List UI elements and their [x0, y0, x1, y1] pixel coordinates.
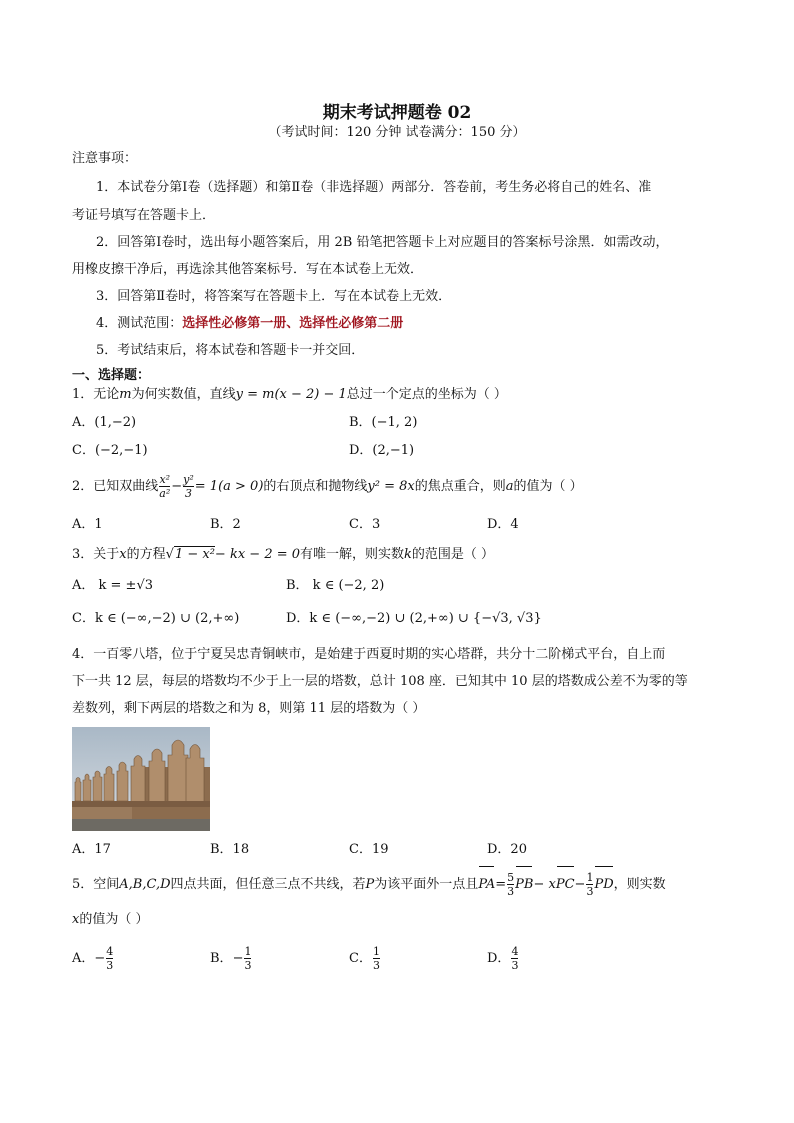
q5-minus-x: − x: [533, 877, 556, 892]
q5-vector-pa: PA: [478, 867, 495, 903]
q5-option-b-den: 3: [244, 958, 252, 972]
q3-sqrt-sign: √: [165, 547, 174, 562]
q5-text-b: 四点共面，但任意三点不共线，若: [170, 877, 366, 892]
q5-option-d-label: D．: [487, 951, 511, 966]
q3-text-d: 的范围是（ ）: [411, 547, 495, 562]
scope-value: 选择性必修第一册、选择性必修第二册: [182, 316, 404, 331]
q4-option-d: D．20: [487, 842, 527, 857]
q5-option-c-den: 3: [372, 958, 380, 972]
scope-label: 4．测试范围：: [96, 316, 183, 331]
q5-option-b: [210, 942, 252, 976]
q3-option-a: A． k = ±√3: [72, 578, 154, 593]
page-subtitle: （考试时间：120 分钟 试卷满分：150 分）: [268, 125, 526, 140]
q4-option-c: C．19: [349, 842, 389, 857]
question-4-line-3: 差数列，剩下两层的塔数之和为 8，则第 11 层的塔数为（ ）: [72, 701, 426, 716]
notice-item-4: [96, 314, 403, 334]
q1-text-b: 为何实数值，直线: [131, 387, 236, 402]
q1-text-c: 总过一个定点的坐标为（ ）: [346, 387, 507, 402]
q2-frac-x: [159, 474, 170, 500]
q2-text-b: 的右顶点和抛物线: [263, 479, 368, 494]
q3-option-c: C．k ∈ (−∞,−2) ∪ (2,+∞): [72, 611, 240, 626]
question-5-stem: [72, 867, 666, 903]
q3-var-k: k: [404, 547, 412, 562]
q1-option-c: C．(−2,−1): [72, 443, 148, 458]
q3-option-b: B． k ∈ (−2, 2): [286, 578, 385, 593]
q4-option-b: B．18: [210, 842, 250, 857]
q5-option-c: [349, 942, 381, 976]
q1-option-a: A．(1,−2): [72, 415, 137, 430]
q5-option-b-num: 1: [244, 944, 252, 958]
q3-option-d: D．k ∈ (−∞,−2) ∪ (2,+∞) ∪ {−√3, √3}: [286, 611, 542, 626]
q5-minus: −: [574, 877, 586, 892]
q5-option-b-label: B．: [210, 951, 233, 966]
q5-text-d: ，则实数: [613, 877, 666, 892]
q5-var-x: x: [72, 912, 80, 927]
q1-var-m: m: [119, 387, 132, 402]
q5-option-c-num: 1: [372, 944, 380, 958]
q5-points: A,B,C,D: [119, 877, 171, 892]
q5-option-d-num: 4: [511, 944, 519, 958]
notice-item-2a: 2．回答第Ⅰ卷时，选出每小题答案后，用 2B 铅笔把答题卡上对应题目的答案标号涂黑．如需改动，: [96, 235, 669, 250]
q2-frac-x-num: x²: [159, 472, 171, 486]
q2-frac-y: [183, 474, 194, 500]
section-heading: 一、选择题：: [72, 368, 151, 383]
page-title: 期末考试押题卷 02: [322, 103, 472, 123]
q5-option-b-sign: −: [232, 951, 244, 966]
q2-condition: = 1(a > 0): [194, 479, 264, 494]
q2-parabola: y² = 8x: [367, 479, 415, 494]
notice-item-5: 5．考试结束后，将本试卷和答题卡一并交回．: [96, 343, 365, 358]
q5-option-a-den: 3: [106, 958, 114, 972]
q5-option-a-label: A．: [72, 951, 95, 966]
q5-vector-pb: PB: [515, 867, 533, 903]
q4-option-a: A．17: [72, 842, 111, 857]
question-4-line-2: 下一共 12 层，每层的塔数均不少于上一层的塔数，总计 108 座．已知其中 10 层的塔数成公差不为零的等: [72, 674, 688, 689]
q3-equation-rest: − kx − 2 = 0: [214, 547, 301, 562]
q5-text-e: 的值为（ ）: [79, 912, 149, 927]
q5-option-d-den: 3: [511, 958, 519, 972]
q2-option-a: A．1: [72, 517, 103, 532]
notice-item-2b: 用橡皮擦干净后，再选涂其他答案标号．写在本试卷上无效．: [72, 262, 424, 277]
q3-text-b: 的方程: [126, 547, 166, 562]
q5-option-b-frac: [244, 946, 251, 972]
q1-formula: y = m(x − 2) − 1: [235, 387, 347, 402]
q5-option-a: [72, 942, 114, 976]
q5-frac1-num: 5: [507, 870, 515, 884]
q3-text-a: 3．关于: [72, 547, 120, 562]
q5-option-d-frac: [511, 946, 518, 972]
q2-frac-y-den: 3: [184, 486, 192, 500]
q5-var-p: P: [365, 877, 375, 892]
notice-item-3: 3．回答第Ⅱ卷时，将答案写在答题卡上．写在本试卷上无效．: [96, 289, 452, 304]
notice-item-1a: 1．本试卷分第Ⅰ卷（选择题）和第Ⅱ卷（非选择题）两部分．答卷前，考生务必将自己的姓名、准: [96, 180, 652, 195]
q5-text-c: 为该平面外一点且: [374, 877, 479, 892]
q5-frac-1-3: [586, 872, 593, 898]
q2-option-c: C．3: [349, 517, 381, 532]
q2-option-b: B．2: [210, 517, 241, 532]
q3-radicand: 1 − x²: [174, 547, 215, 562]
q5-option-a-num: 4: [106, 944, 114, 958]
pagoda-photo-drawing: [72, 727, 210, 831]
notice-item-1b: 考证号填写在答题卡上．: [72, 208, 216, 223]
notice-heading: 注意事项：: [72, 151, 138, 166]
question-5-stem-line-2: [72, 910, 148, 930]
q2-var-a: a: [505, 479, 514, 494]
q5-option-a-frac: [106, 946, 113, 972]
q5-text-a: 5．空间: [72, 877, 120, 892]
q3-text-c: 有唯一解，则实数: [300, 547, 405, 562]
q1-option-b: B．(−1, 2): [349, 415, 418, 430]
q2-text-c: 的焦点重合，则: [414, 479, 506, 494]
q5-option-c-frac: [373, 946, 380, 972]
q5-option-c-label: C．: [349, 951, 372, 966]
q2-frac-y-num: y²: [183, 472, 194, 486]
question-1-stem: [72, 385, 507, 405]
q5-option-d: [487, 942, 519, 976]
q1-text-a: 1．无论: [72, 387, 120, 402]
question-2-stem: [72, 471, 583, 503]
q5-vector-pd: PD: [594, 867, 613, 903]
q2-minus: −: [171, 479, 183, 494]
q2-text-a: 2．已知双曲线: [72, 479, 159, 494]
pagoda-photo: [72, 727, 210, 831]
question-4-line-1: 4．一百零八塔，位于宁夏吴忠青铜峡市，是始建于西夏时期的实心塔群，共分十二阶梯式平台，自上而: [72, 647, 666, 662]
q3-var-x: x: [119, 547, 127, 562]
q2-text-d: 的值为（ ）: [513, 479, 583, 494]
q1-option-d: D．(2,−1): [349, 443, 415, 458]
q5-frac-5-3: [507, 872, 514, 898]
q5-frac2-num: 1: [586, 870, 594, 884]
q5-option-a-sign: −: [94, 951, 106, 966]
q5-frac1-den: 3: [507, 884, 515, 898]
question-3-stem: [72, 545, 494, 565]
q2-option-d: D．4: [487, 517, 519, 532]
q5-vector-pc: PC: [556, 867, 575, 903]
q2-frac-x-den: a²: [159, 486, 171, 500]
q5-frac2-den: 3: [586, 884, 594, 898]
q5-equals: =: [495, 877, 507, 892]
